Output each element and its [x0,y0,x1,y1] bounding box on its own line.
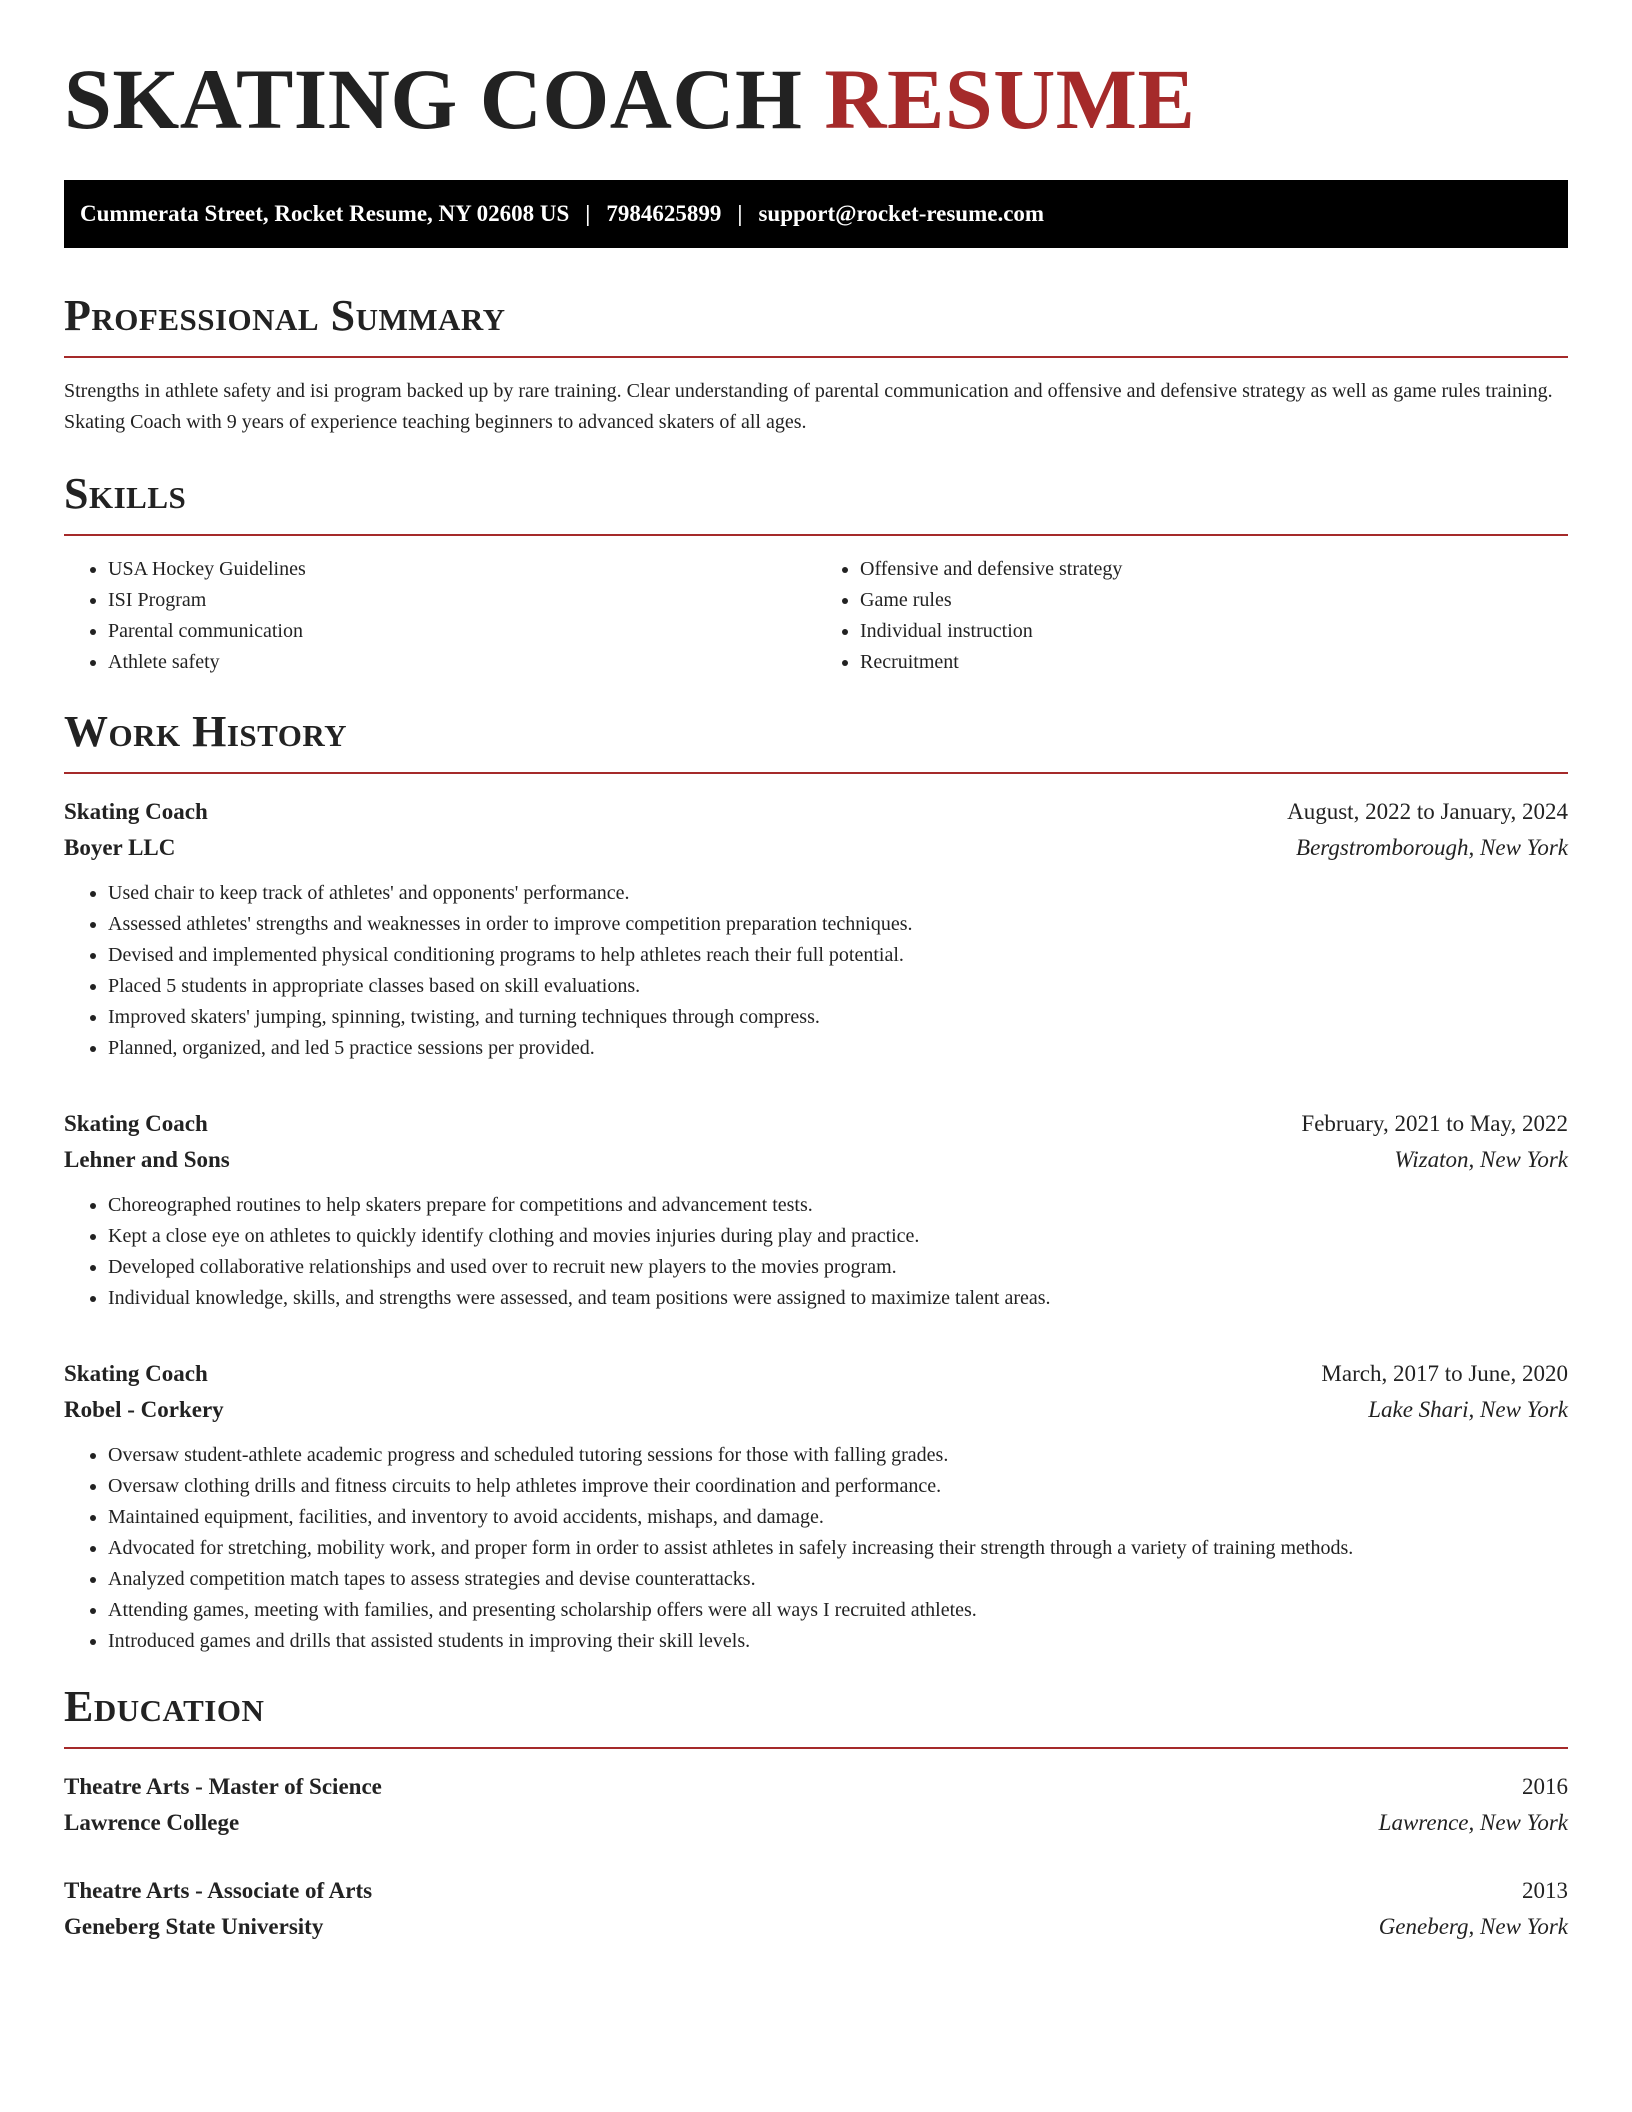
skills-list-right [816,554,1568,678]
education-school-row [64,1805,1568,1841]
job-bullet: • Devised and implemented physical conditioning programs to help athletes reach their full potential. [108,940,1568,971]
skills-section [64,469,1568,678]
education-year: 2013 [1522,1878,1568,1903]
summary-text: Strengths in athlete safety and isi program backed up by rare training. Clear understanding of parental communication and offensive and defensive strategy as well as game rules training. Skating Coach with 9 years of experience teaching beginners to advanced skaters of all ages. [64,380,1553,433]
title-accent: RESUME [824,51,1196,147]
job-bullets [64,1190,1568,1314]
skills-list-left [64,554,816,678]
skill-item: • USA Hockey Guidelines [108,554,816,585]
education-location: Lawrence, New York [1378,1810,1568,1835]
contact-separator: | [585,201,591,226]
summary-section [64,291,1568,438]
job-location: Bergstromborough, New York [1296,835,1568,860]
resume-title [64,0,1568,147]
job-header-row [64,794,1568,830]
education-school-row [64,1909,1568,1945]
job-bullets [64,1440,1568,1657]
job-entry [64,1106,1568,1314]
job-company-row [64,1392,1568,1428]
education-location: Geneberg, New York [1378,1914,1568,1939]
contact-phone: 7984625899 [606,201,722,226]
job-bullet: • Kept a close eye on athletes to quickly identify clothing and movies injuries during play and practice. [108,1221,1568,1252]
contact-separator: | [737,201,743,226]
job-bullet: • Oversaw clothing drills and fitness circuits to help athletes improve their coordination and performance. [108,1471,1568,1502]
education-school: Geneberg State University [64,1914,324,1939]
section-divider [64,1747,1568,1749]
job-bullet: • Individual knowledge, skills, and strengths were assessed, and team positions were assigned to maximize talent areas. [108,1283,1568,1314]
job-title: Skating Coach [64,799,208,824]
job-dates: February, 2021 to May, 2022 [1301,1111,1568,1136]
skill-item: • Parental communication [108,616,816,647]
contact-address: Cummerata Street, Rocket Resume, NY 02608 US [80,201,570,226]
section-heading-work: Work History [64,707,348,756]
job-bullet: • Choreographed routines to help skaters prepare for competitions and advancement tests. [108,1190,1568,1221]
section-divider [64,356,1568,358]
job-bullet: • Oversaw student-athlete academic progress and scheduled tutoring sessions for those with falling grades. [108,1440,1568,1471]
work-history-section [64,707,1568,1657]
section-heading-education: Education [64,1682,265,1731]
section-heading-skills: Skills [64,469,187,518]
job-bullet: • Developed collaborative relationships and used over to recruit new players to the movies program. [108,1252,1568,1283]
section-divider [64,772,1568,774]
job-entry [64,1356,1568,1657]
job-bullet: • Advocated for stretching, mobility work, and proper form in order to assist athletes in safely increasing their strength through a variety of training methods. [108,1533,1568,1564]
skill-item: • ISI Program [108,585,816,616]
job-dates: March, 2017 to June, 2020 [1321,1361,1568,1386]
job-bullet: • Introduced games and drills that assisted students in improving their skill levels. [108,1626,1568,1657]
education-degree: Theatre Arts - Master of Science [64,1774,382,1799]
section-heading-summary: Professional Summary [64,291,506,340]
education-degree-row [64,1873,1568,1909]
job-company-row [64,1142,1568,1178]
job-entry [64,794,1568,1064]
job-title: Skating Coach [64,1361,208,1386]
skill-item: • Offensive and defensive strategy [860,554,1568,585]
job-company: Robel - Corkery [64,1397,224,1422]
education-entry [64,1873,1568,1945]
job-title: Skating Coach [64,1111,208,1136]
education-year: 2016 [1522,1774,1568,1799]
job-location: Wizaton, New York [1394,1147,1568,1172]
job-company: Lehner and Sons [64,1147,230,1172]
job-bullet: • Assessed athletes' strengths and weaknesses in order to improve competition preparation techniques. [108,909,1568,940]
education-degree: Theatre Arts - Associate of Arts [64,1878,373,1903]
job-company-row [64,830,1568,866]
job-bullet: • Used chair to keep track of athletes' and opponents' performance. [108,878,1568,909]
job-header-row [64,1106,1568,1142]
contact-email: support@rocket-resume.com [758,201,1045,226]
skill-item: • Game rules [860,585,1568,616]
skill-item: • Individual instruction [860,616,1568,647]
job-bullet: • Placed 5 students in appropriate classes based on skill evaluations. [108,971,1568,1002]
job-bullet: • Maintained equipment, facilities, and inventory to avoid accidents, mishaps, and damage. [108,1502,1568,1533]
education-entry [64,1769,1568,1841]
education-school: Lawrence College [64,1810,240,1835]
skills-grid [64,554,1568,678]
job-location: Lake Shari, New York [1368,1397,1568,1422]
education-section [64,1682,1568,1945]
job-bullet: • Analyzed competition match tapes to assess strategies and devise counterattacks. [108,1564,1568,1595]
job-bullet: • Improved skaters' jumping, spinning, twisting, and turning techniques through compress. [108,1002,1568,1033]
job-bullet: • Attending games, meeting with families, and presenting scholarship offers were all ways I recruited athletes. [108,1595,1568,1626]
skill-item: • Recruitment [860,647,1568,678]
title-main: SKATING COACH [64,51,803,147]
job-company: Boyer LLC [64,835,176,860]
job-bullets [64,878,1568,1064]
job-dates: August, 2022 to January, 2024 [1287,799,1568,824]
contact-bar [64,180,1568,248]
skill-item: • Athlete safety [108,647,816,678]
job-header-row [64,1356,1568,1392]
education-degree-row [64,1769,1568,1805]
job-bullet: • Planned, organized, and led 5 practice sessions per provided. [108,1033,1568,1064]
section-divider [64,534,1568,536]
